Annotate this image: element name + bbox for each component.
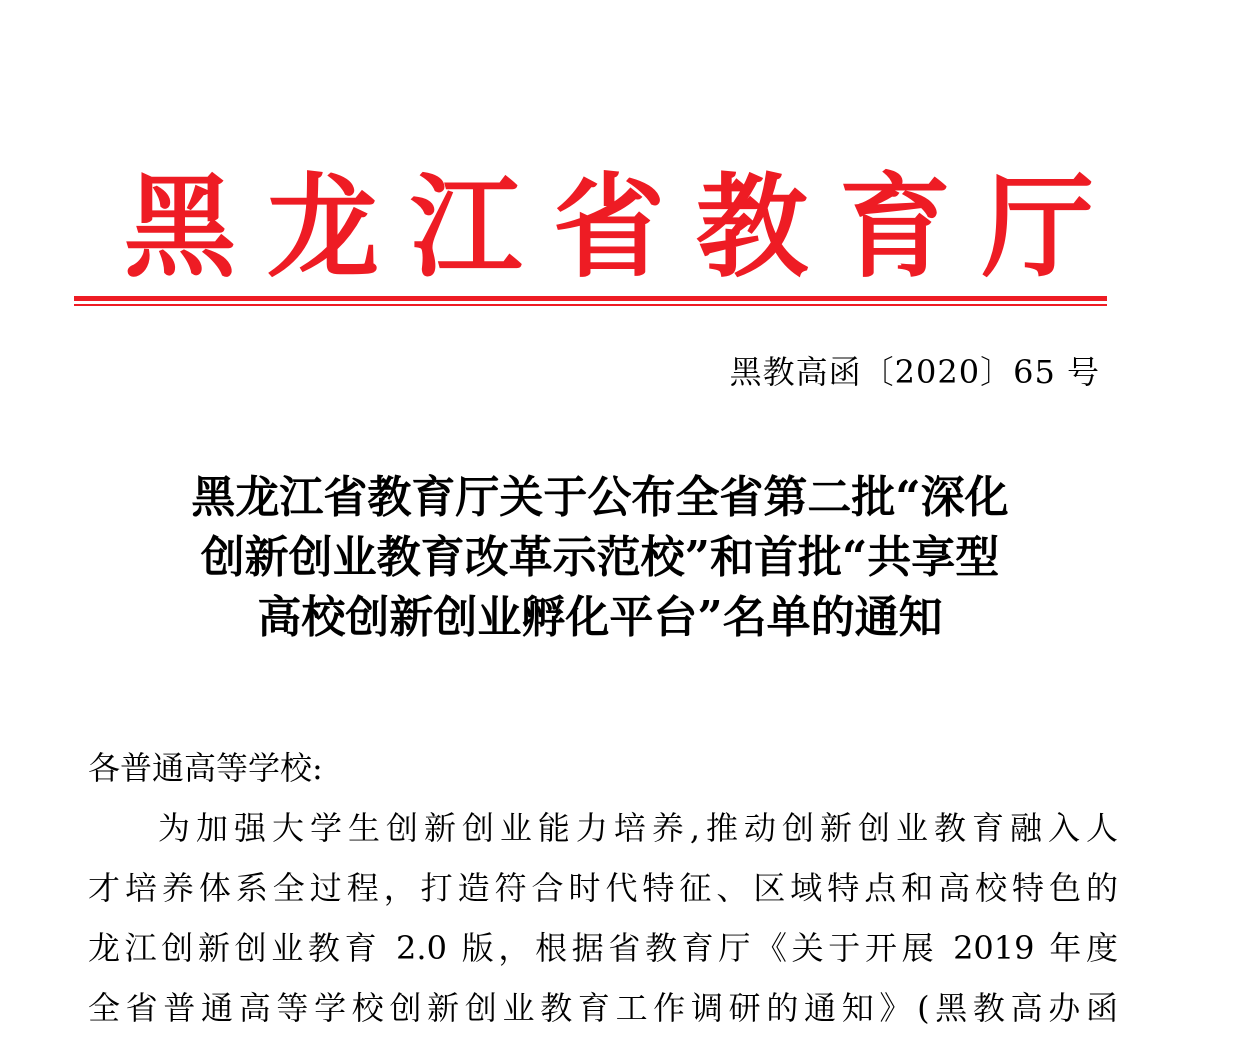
header-char: 育 [839, 162, 951, 293]
document-title [100, 468, 1100, 648]
body-line: 才培养体系全过程，打造符合时代特征、区域特点和高校特色的 [88, 869, 1118, 907]
body-line: 龙江创新创业教育 2.0 版，根据省教育厅《关于开展 2019 年度 [88, 929, 1118, 967]
document-body [88, 738, 1118, 1037]
header-char: 龙 [267, 162, 379, 293]
header-divider-thin [74, 304, 1107, 306]
title-line: 创新创业教育改革示范校”和首批“共享型 [200, 532, 1000, 583]
salutation: 各普通高等学校: [88, 749, 323, 787]
issuing-organization-header [124, 162, 1094, 293]
body-line: 全省普通高等学校创新创业教育工作调研的通知》(黑教高办函 [88, 989, 1118, 1027]
body-line: 为加强大学生创新创业能力培养,推动创新创业教育融入人 [158, 809, 1118, 847]
header-char: 教 [696, 162, 808, 293]
header-char: 厅 [982, 162, 1094, 293]
document-number: 黑教高函〔2020〕65 号 [729, 353, 1100, 391]
title-line: 高校创新创业孵化平台”名单的通知 [257, 592, 943, 643]
header-char: 黑 [124, 162, 236, 293]
title-line: 黑龙江省教育厅关于公布全省第二批“深化 [191, 472, 1009, 523]
header-char: 江 [410, 162, 522, 293]
header-divider-thick [74, 296, 1107, 301]
header-char: 省 [553, 162, 665, 293]
